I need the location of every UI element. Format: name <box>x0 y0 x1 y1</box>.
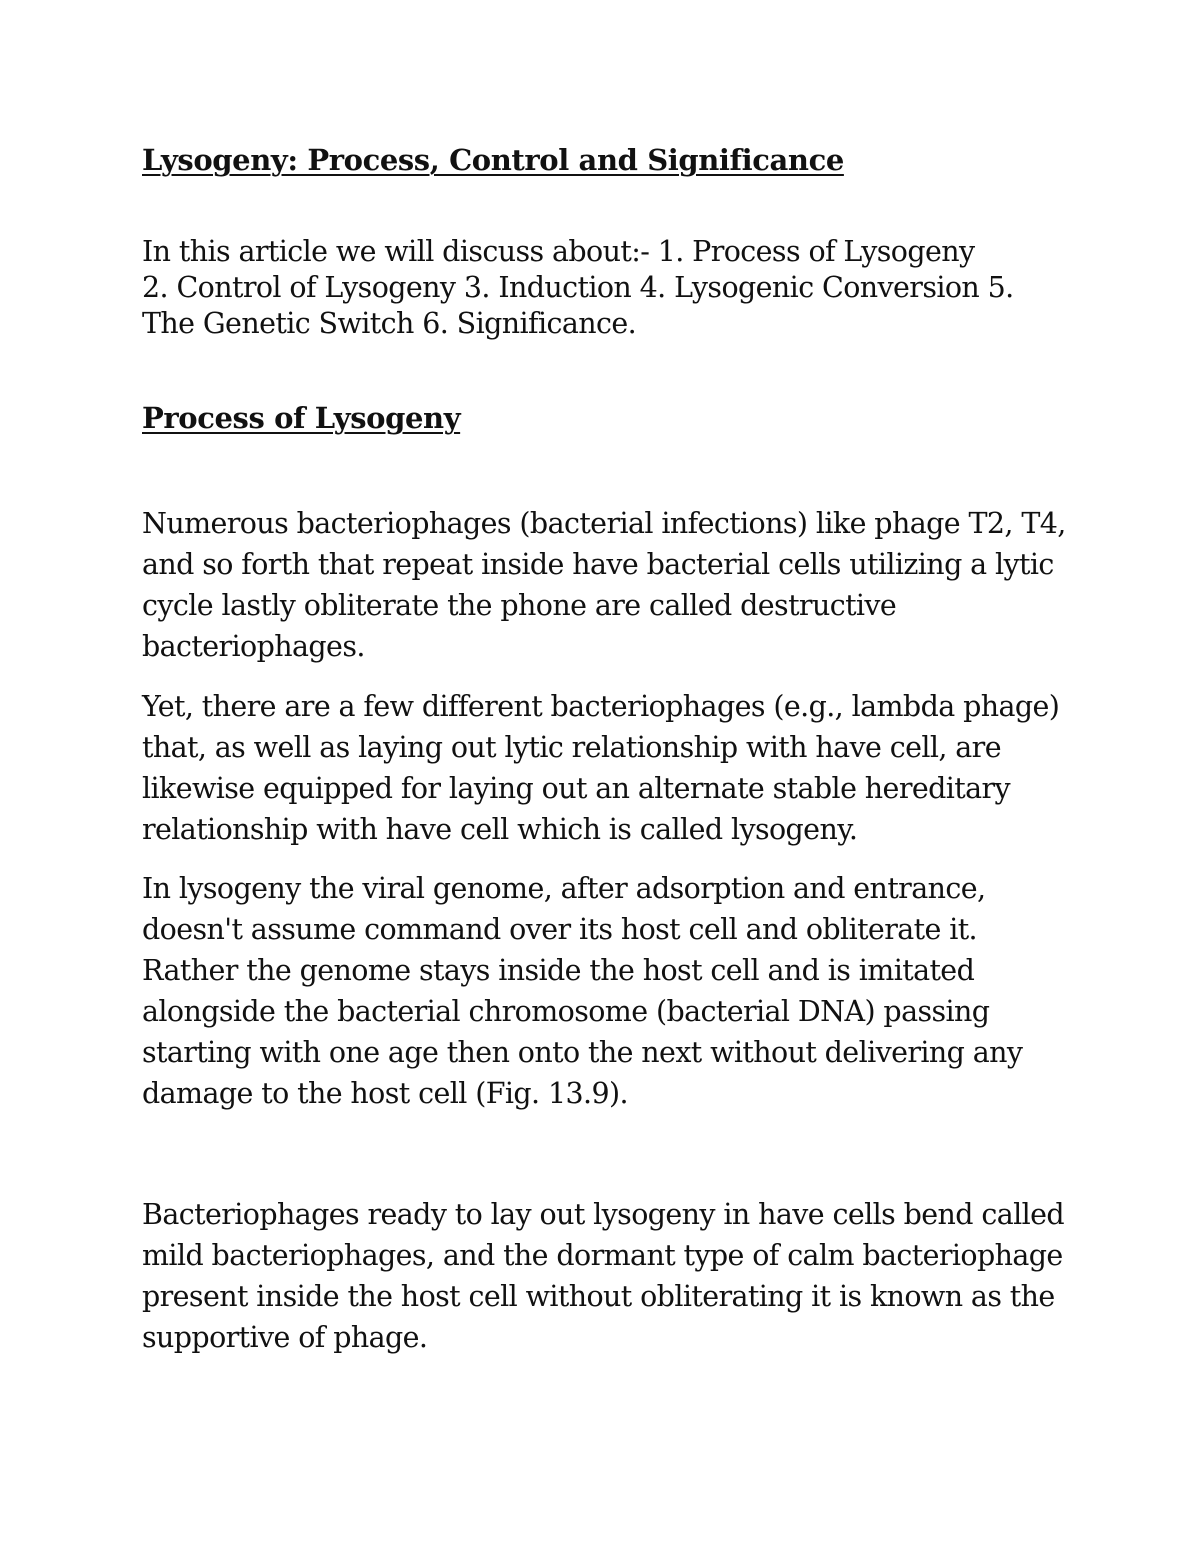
paragraph-line: Yet, there are a few different bacteriophages (e.g., lambda phage) <box>142 690 1060 723</box>
paragraph-line: doesn't assume command over its host cell and obliterate it. <box>142 913 978 946</box>
paragraph-line: mild bacteriophages, and the dormant type of calm bacteriophage <box>142 1239 1063 1272</box>
paragraph-line: damage to the host cell (Fig. 13.9). <box>142 1077 629 1110</box>
paragraph-line: supportive of phage. <box>142 1321 428 1354</box>
paragraph-line: Numerous bacteriophages (bacterial infections) like phage T2, T4, <box>142 507 1066 540</box>
paragraph-line: that, as well as laying out lytic relationship with have cell, are <box>142 731 1001 764</box>
document-title: Lysogeny: Process, Control and Significance <box>142 143 844 177</box>
paragraph-line: In lysogeny the viral genome, after adsorption and entrance, <box>142 872 986 905</box>
paragraph-line: starting with one age then onto the next without delivering any <box>142 1036 1023 1069</box>
paragraph-line: present inside the host cell without obliterating it is known as the <box>142 1280 1055 1313</box>
paragraph-line: bacteriophages. <box>142 630 365 663</box>
paragraph-line: likewise equipped for laying out an alternate stable hereditary <box>142 772 1011 805</box>
intro-line: The Genetic Switch 6. Significance. <box>142 307 637 340</box>
paragraph-line: Rather the genome stays inside the host cell and is imitated <box>142 954 975 987</box>
paragraph-line: and so forth that repeat inside have bacterial cells utilizing a lytic <box>142 548 1054 581</box>
paragraph-line: cycle lastly obliterate the phone are called destructive <box>142 589 897 622</box>
paragraph-line: relationship with have cell which is called lysogeny. <box>142 813 858 846</box>
section-heading: Process of Lysogeny <box>142 401 461 435</box>
paragraph-line: Bacteriophages ready to lay out lysogeny in have cells bend called <box>142 1198 1065 1231</box>
intro-line: In this article we will discuss about:- 1. Process of Lysogeny <box>142 235 975 268</box>
intro-line: 2. Control of Lysogeny 3. Induction 4. Lysogenic Conversion 5. <box>142 271 1014 304</box>
paragraph-line: alongside the bacterial chromosome (bacterial DNA) passing <box>142 995 990 1028</box>
